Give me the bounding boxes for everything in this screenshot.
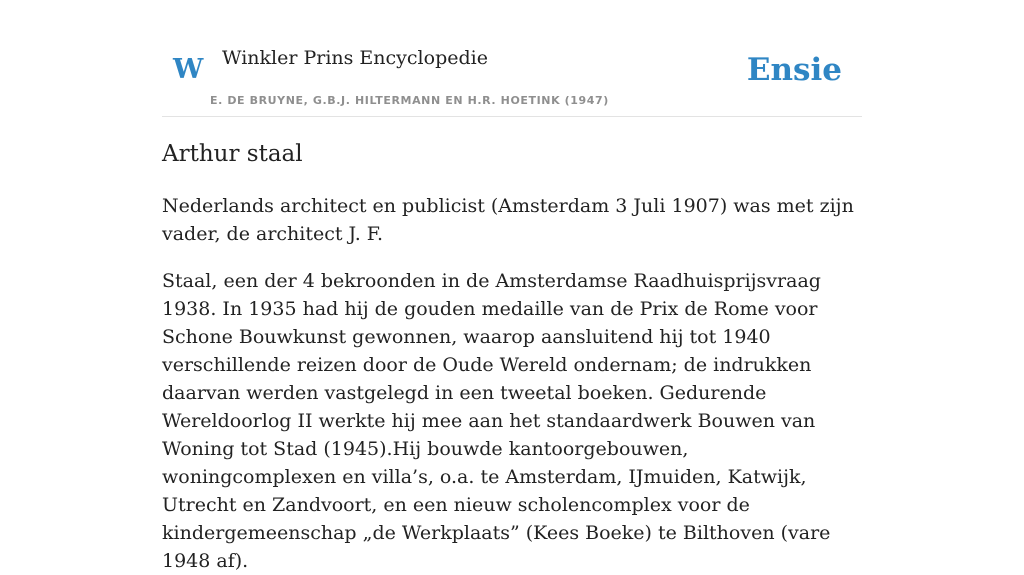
source-logo-icon[interactable]: W — [173, 54, 204, 85]
source-header — [162, 0, 862, 117]
source-title[interactable]: Winkler Prins Encyclopedie — [222, 47, 488, 69]
article-paragraph: Staal, een der 4 bekroonden in de Amsterdamse Raadhuisprijsvraag 1938. In 1935 had hij de gouden medaille van de Prix de Rome voor Schone Bouwkunst gewonnen, waarop aansluitend hij tot 1940 verschillende reizen door de Oude Wereld ondernam; de indrukken daarvan werden vastgelegd in een tweetal boeken. Gedurende Wereldoorlog II werkte hij mee aan het standaardwerk Bouwen van Woning tot Stad (1945).Hij bouwde kantoorgebouwen, woningcomplexen en villa’s, o.a. te Amsterdam, IJmuiden, Katwijk, Utrecht en Zandvoort, en een nieuw scholencomplex voor de kindergemeenschap „de Werkplaats” (Kees Boeke) te Bilthoven (vare 1948 af). — [162, 270, 831, 572]
article-title: Arthur staal — [162, 141, 303, 167]
source-authors: E. DE BRUYNE, G.B.J. HILTERMANN EN H.R. HOETINK (1947) — [210, 94, 609, 107]
article — [162, 136, 862, 575]
ensie-logo-link[interactable]: Ensie — [746, 52, 842, 88]
article-paragraph: Nederlands architect en publicist (Amsterdam 3 Juli 1907) was met zijn vader, de architect J. F. — [162, 195, 854, 245]
